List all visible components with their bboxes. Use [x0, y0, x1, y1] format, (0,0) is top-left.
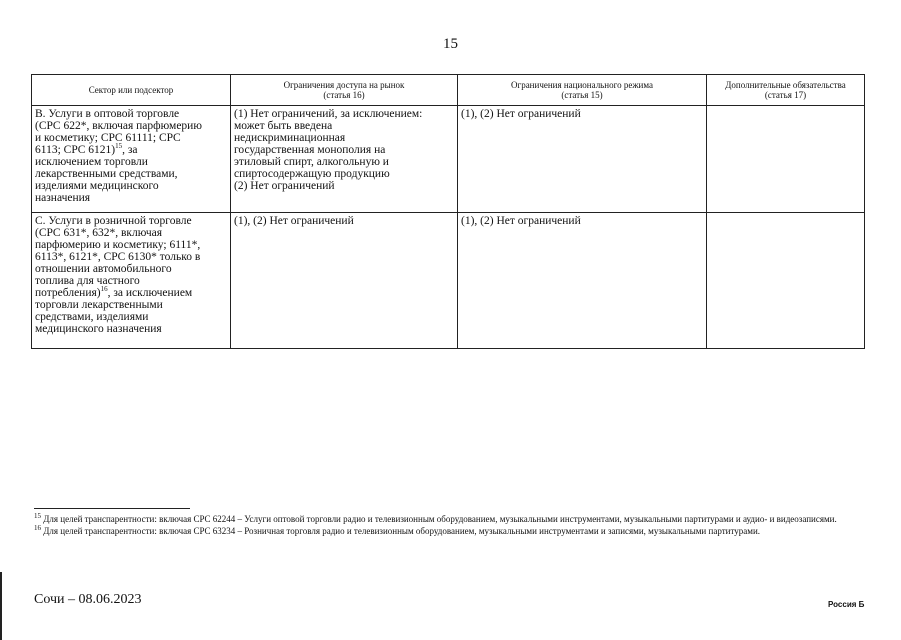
additional-commitments-cell: [707, 213, 865, 349]
table-row: [32, 106, 865, 213]
header-national-treatment: Ограничения национального режима (статья 15): [458, 75, 707, 106]
table-header-row: [32, 75, 865, 106]
footnotes: [34, 514, 854, 538]
header-additional-commitments: Дополнительные обязательства (статья 17): [707, 75, 865, 106]
header-sector: Сектор или подсектор: [32, 75, 231, 106]
commitments-table: [31, 74, 865, 349]
header-market-access: Ограничения доступа на рынок (статья 16): [231, 75, 458, 106]
national-treatment-cell: (1), (2) Нет ограничений: [458, 213, 707, 349]
footer-country-mark: Россия Б: [828, 600, 865, 609]
market-access-cell: (1) Нет ограничений, за исключением: может быть введена недискриминационная государственная монополия на этиловый спирт, алкогольную и спиртосодержащую продукцию (2) Нет ограничений: [231, 106, 458, 213]
footnote-divider: [34, 508, 190, 509]
footnote-number: 16: [34, 524, 41, 532]
market-access-cell: (1), (2) Нет ограничений: [231, 213, 458, 349]
page-number: 15: [443, 36, 458, 52]
scan-edge-mark: [0, 572, 2, 640]
footer-city-date: Сочи – 08.06.2023: [34, 592, 142, 607]
footnote-number: 15: [34, 512, 41, 520]
footnote: $^{15}$ Для целей транспарентности: включая CPC 62244 – Услуги оптовой торговли радио и телевизионным оборудованием, музыкальными инструментами, музыкальными партитурами и аудио- и видеозаписями.: [34, 512, 837, 524]
table-row: [32, 213, 865, 349]
footnote-ref: 15: [115, 142, 123, 151]
additional-commitments-cell: [707, 106, 865, 213]
footnote-ref: 16: [100, 285, 108, 294]
sector-cell: B. Услуги в оптовой торговле (CPC 622*, включая парфюмерию и косметику; CPC 61111; CPC 6113; CPC 6121)$^{15}$, за исключением торговли лекарственными средствами, изделиями медицинского назначения: [32, 106, 231, 213]
sector-cell: C. Услуги в розничной торговле (CPC 631*, 632*, включая парфюмерию и косметику; 6111*, 6113*, 6121*, CPC 6130* только в отношении автомобильного топлива для частного потребления)$^{16}$, за исключением торговли лекарственными средствами, изделиями медицинского назначения: [32, 213, 231, 349]
national-treatment-cell: (1), (2) Нет ограничений: [458, 106, 707, 213]
footnote: $^{16}$ Для целей транспарентности: включая CPC 63234 – Розничная торговля радио и телевизионным оборудованием, музыкальными инструментами и записями, музыкальными партитурами.: [34, 524, 761, 536]
